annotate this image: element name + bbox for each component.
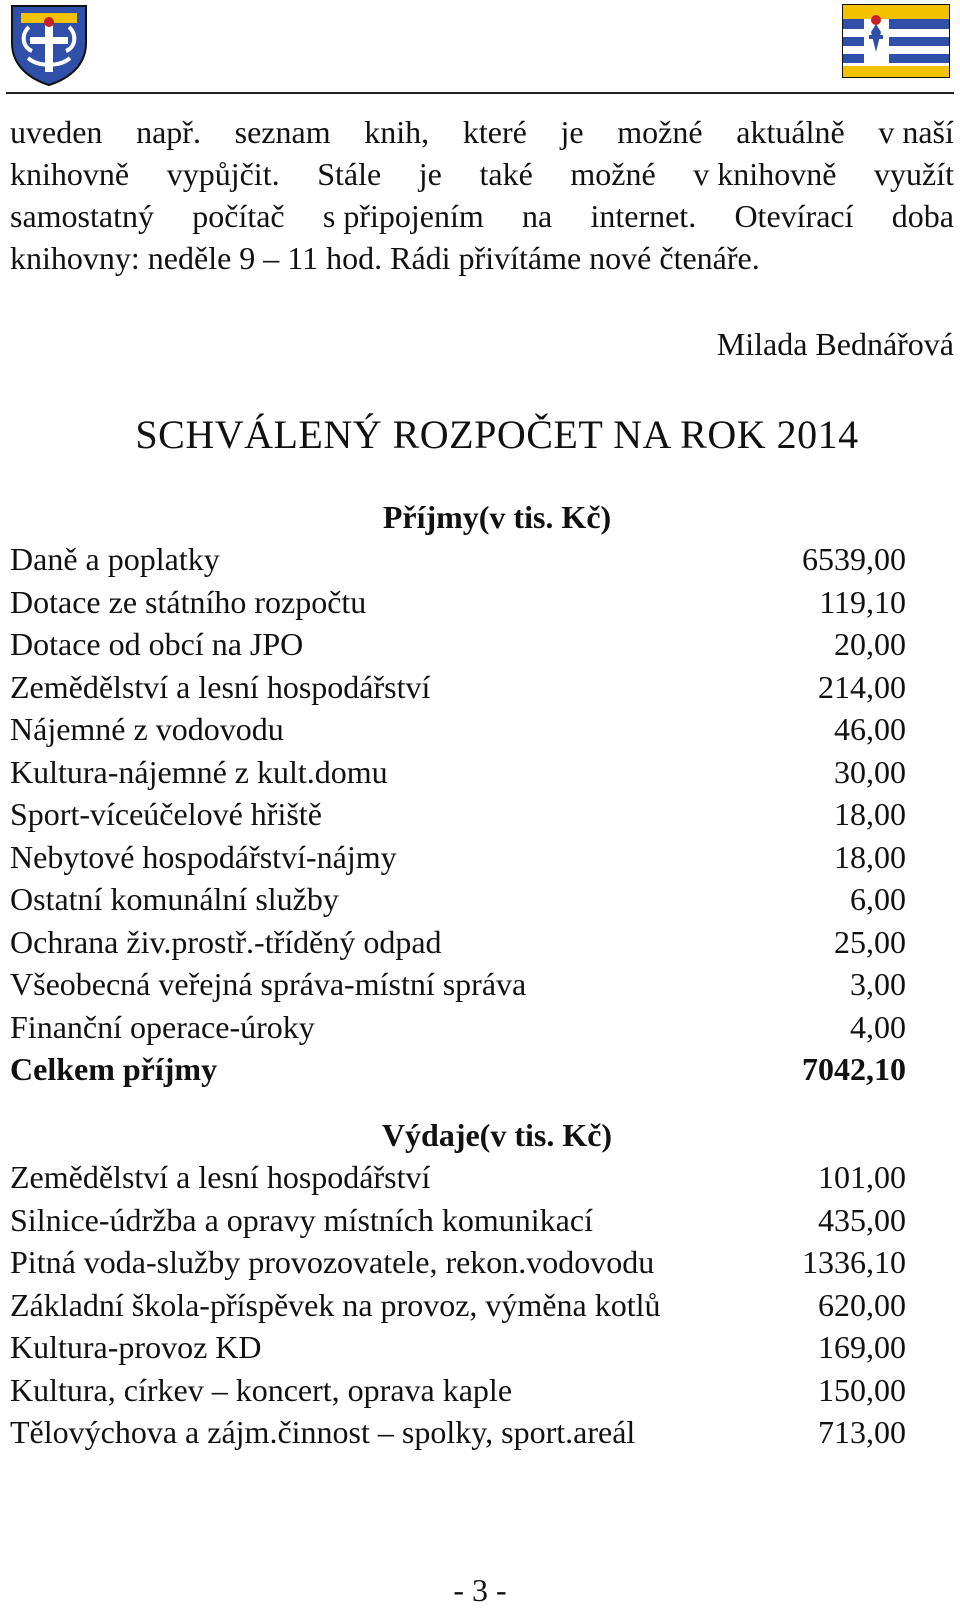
intro-word: počítač	[192, 198, 285, 234]
row-value: 119,10	[819, 583, 906, 620]
table-row	[10, 1284, 906, 1327]
row-label: Dotace ze státního rozpočtu	[10, 583, 367, 620]
row-value: 25,00	[834, 923, 906, 960]
row-label: Všeobecná veřejná správa-místní správa	[10, 966, 527, 1002]
intro-word: s připojením	[322, 198, 484, 234]
row-label: Ostatní komunální služby	[10, 881, 339, 917]
table-row	[10, 623, 906, 666]
row-value: 18,00	[834, 838, 906, 875]
row-value: 18,00	[834, 796, 906, 832]
row-value: 20,00	[834, 626, 906, 662]
total-row	[10, 1048, 906, 1091]
intro-word: Otevírací	[734, 198, 854, 234]
row-value: 30,00	[834, 753, 906, 790]
intro-word: samostatný	[10, 198, 154, 234]
expenses-table	[10, 1156, 906, 1454]
row-label: Dotace od obcí na JPO	[10, 626, 304, 662]
row-label: Kultura-nájemné z kult.domu	[10, 753, 388, 790]
table-row	[10, 1369, 906, 1412]
row-value: 620,00	[818, 1286, 906, 1323]
table-row	[10, 538, 906, 581]
total-label: Celkem příjmy	[10, 1051, 218, 1087]
intro-word: vypůjčit.	[166, 156, 280, 192]
table-row	[10, 963, 906, 1006]
intro-word: na	[522, 198, 553, 234]
table-row	[10, 1241, 906, 1284]
table-row	[10, 1199, 906, 1242]
table-row	[10, 878, 906, 921]
intro-word: doba	[891, 198, 954, 234]
row-label: Finanční operace-úroky	[10, 1008, 315, 1045]
row-value: 169,00	[818, 1329, 906, 1365]
row-value: 1336,10	[802, 1244, 906, 1280]
header-divider	[6, 92, 954, 94]
row-value: 214,00	[818, 668, 906, 705]
table-row	[10, 708, 906, 751]
expenses-heading: Výdaje(v tis. Kč)	[381, 1117, 613, 1153]
page-title: SCHVÁLENÝ ROZPOČET NA ROK 2014	[135, 412, 859, 457]
row-value: 101,00	[818, 1159, 906, 1195]
municipal-flag-icon	[842, 4, 950, 78]
municipal-coat-of-arms-icon	[8, 3, 90, 87]
intro-line	[10, 237, 954, 279]
intro-last-line: knihovny: neděle 9 – 11 hod. Rádi přivítáme nové čtenáře.	[10, 240, 760, 276]
intro-word: v naší	[878, 114, 954, 150]
row-value: 4,00	[850, 1008, 906, 1045]
row-label: Zemědělství a lesní hospodářství	[10, 1159, 431, 1195]
row-label: Zemědělství a lesní hospodářství	[10, 668, 431, 705]
income-table	[10, 538, 906, 1091]
total-value: 7042,10	[802, 1051, 906, 1087]
intro-word: aktuálně	[736, 114, 845, 150]
intro-word: např.	[136, 114, 201, 150]
table-row	[10, 1411, 906, 1454]
table-row	[10, 793, 906, 836]
page-number: - 3 -	[453, 1572, 507, 1608]
row-value: 713,00	[818, 1414, 906, 1450]
table-row	[10, 666, 906, 709]
row-value: 6,00	[850, 881, 906, 917]
intro-word: také	[479, 156, 533, 192]
row-label: Silnice-údržba a opravy místních komunikací	[10, 1201, 593, 1238]
row-value: 435,00	[818, 1201, 906, 1238]
table-row	[10, 1156, 906, 1199]
intro-word: v knihovně	[693, 156, 837, 192]
intro-word: je	[560, 114, 584, 150]
row-value: 150,00	[818, 1371, 906, 1408]
row-label: Sport-víceúčelové hřiště	[10, 796, 322, 832]
intro-word: seznam	[234, 114, 331, 150]
intro-word: Stále	[317, 156, 382, 192]
intro-line	[10, 153, 954, 195]
table-row	[10, 581, 906, 624]
intro-word: využít	[874, 156, 954, 192]
intro-word: možné	[570, 156, 656, 192]
intro-word: uveden	[10, 114, 103, 150]
row-label: Ochrana živ.prostř.-tříděný odpad	[10, 923, 442, 960]
page-header	[0, 0, 960, 94]
row-label: Tělovýchova a zájm.činnost – spolky, sport.areál	[10, 1414, 636, 1450]
intro-word: možné	[617, 114, 703, 150]
intro-line	[10, 111, 954, 153]
row-label: Základní škola-příspěvek na provoz, výměna kotlů	[10, 1286, 661, 1323]
row-label: Nebytové hospodářství-nájmy	[10, 838, 397, 875]
row-label: Kultura, církev – koncert, oprava kaple	[10, 1371, 513, 1408]
row-value: 46,00	[834, 711, 906, 747]
intro-line	[10, 195, 954, 237]
table-row	[10, 1326, 906, 1369]
table-row	[10, 751, 906, 794]
income-heading: Příjmy(v tis. Kč)	[382, 499, 612, 535]
row-value: 6539,00	[802, 541, 906, 577]
intro-word: knihovně	[10, 156, 130, 192]
row-value: 3,00	[850, 966, 906, 1002]
intro-word: které	[462, 114, 527, 150]
intro-paragraph	[10, 111, 954, 279]
row-label: Kultura-provoz KD	[10, 1329, 262, 1365]
intro-word: je	[418, 156, 442, 192]
intro-word: internet.	[590, 198, 697, 234]
table-row	[10, 1006, 906, 1049]
row-label: Daně a poplatky	[10, 541, 220, 577]
row-label: Nájemné z vodovodu	[10, 711, 284, 747]
row-label: Pitná voda-služby provozovatele, rekon.vodovodu	[10, 1244, 655, 1280]
intro-word: knih,	[364, 114, 430, 150]
table-row	[10, 921, 906, 964]
table-row	[10, 836, 906, 879]
author-signature: Milada Bednářová	[716, 326, 954, 362]
